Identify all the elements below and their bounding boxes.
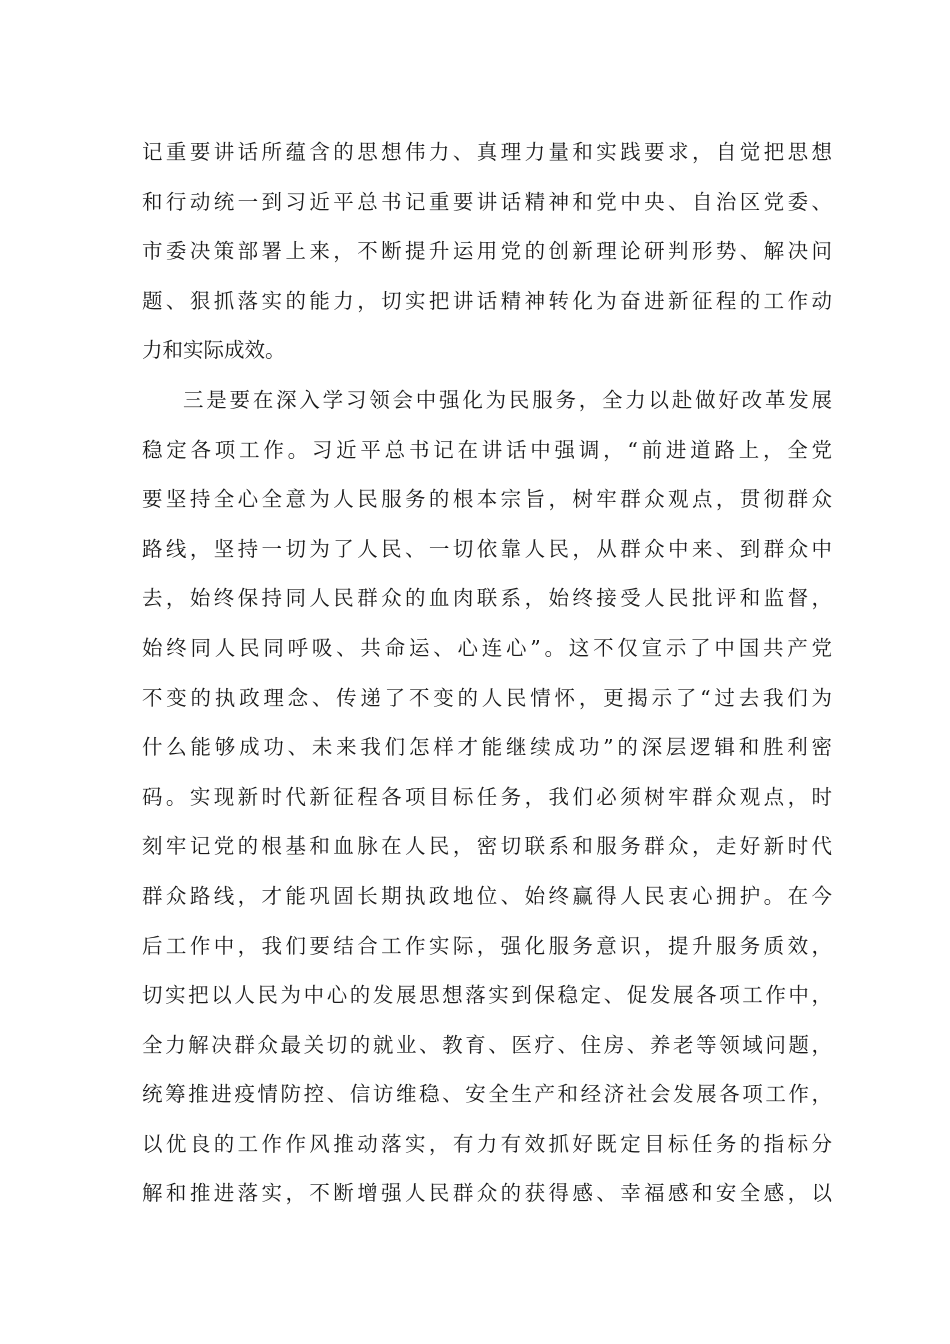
text-line: 市委决策部署上来，不断提升运用党的创新理论研判形势、解决问 [142, 239, 832, 264]
text-line: 和行动统一到习近平总书记重要讲话精神和党中央、自治区党委、 [142, 189, 832, 214]
text-line: 三是要在深入学习领会中强化为民服务，全力以赴做好改革发展 [183, 387, 832, 412]
text-line: 什么能够成功、未来我们怎样才能继续成功”的深层逻辑和胜利密 [142, 735, 832, 760]
text-line: 力和实际成效。 [142, 338, 286, 363]
text-line: 稳定各项工作。习近平总书记在讲话中强调，“前进道路上，全党 [142, 437, 832, 462]
text-line: 统筹推进疫情防控、信访维稳、安全生产和经济社会发展各项工作， [142, 1082, 832, 1107]
text-line: 全力解决群众最关切的就业、教育、医疗、住房、养老等领域问题， [142, 1032, 832, 1057]
text-line: 群众路线，才能巩固长期执政地位、始终赢得人民衷心拥护。在今 [142, 883, 832, 908]
text-line: 题、狠抓落实的能力，切实把讲话精神转化为奋进新征程的工作动 [142, 288, 832, 313]
text-line: 切实把以人民为中心的发展思想落实到保稳定、促发展各项工作中， [142, 983, 832, 1008]
text-line: 要坚持全心全意为人民服务的根本宗旨，树牢群众观点，贯彻群众 [142, 487, 832, 512]
text-line: 码。实现新时代新征程各项目标任务，我们必须树牢群众观点，时 [142, 784, 832, 809]
text-line: 始终同人民同呼吸、共命运、心连心”。这不仅宣示了中国共产党 [142, 635, 832, 660]
text-line: 路线，坚持一切为了人民、一切依靠人民，从群众中来、到群众中 [142, 536, 832, 561]
document-body [142, 128, 832, 1219]
text-line: 后工作中，我们要结合工作实际，强化服务意识，提升服务质效， [142, 933, 832, 958]
text-line: 不变的执政理念、传递了不变的人民情怀，更揭示了“过去我们为 [142, 685, 832, 710]
text-line: 以优良的工作作风推动落实，有力有效抓好既定目标任务的指标分 [142, 1131, 832, 1156]
text-line: 去，始终保持同人民群众的血肉联系，始终接受人民批评和监督， [142, 586, 832, 611]
text-line: 记重要讲话所蕴含的思想伟力、真理力量和实践要求，自觉把思想 [142, 140, 832, 164]
text-line: 刻牢记党的根基和血脉在人民，密切联系和服务群众，走好新时代 [142, 834, 832, 859]
text-line: 解和推进落实，不断增强人民群众的获得感、幸福感和安全感，以 [142, 1181, 832, 1206]
